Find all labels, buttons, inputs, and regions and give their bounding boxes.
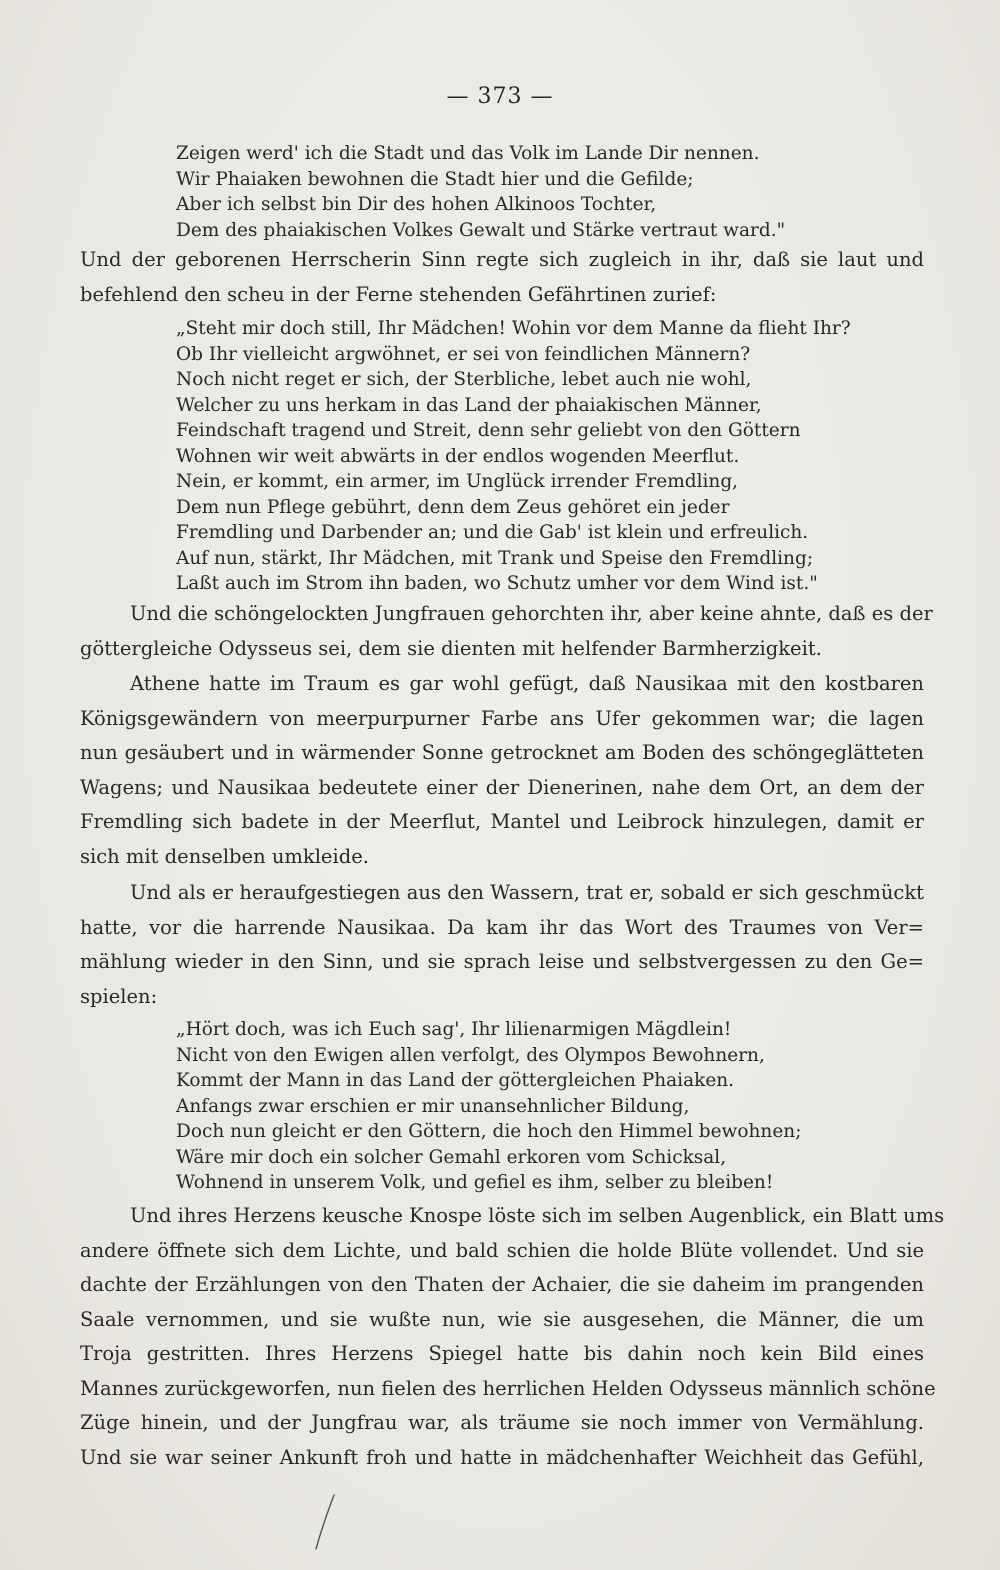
- verse-line: Nicht von den Ewigen allen verfolgt, des Olympos Bewohnern,: [176, 1044, 765, 1066]
- prose-line: Troja gestritten. Ihres Herzens Spiegel hatte bis dahin noch kein Bild eines: [80, 1342, 924, 1365]
- verse-line: Wäre mir doch ein solcher Gemahl erkoren vom Schicksal,: [176, 1146, 727, 1168]
- prose-line: andere öffnete sich dem Lichte, und bald schien die holde Blüte vollendet. Und sie: [80, 1238, 924, 1262]
- verse-line: Kommt der Mann in das Land der göttergleichen Phaiaken.: [176, 1070, 735, 1091]
- verse-block-2: [176, 316, 896, 597]
- prose-paragraph-3: [80, 667, 924, 874]
- verse-line: Dem nun Pflege gebührt, denn dem Zeus gehöret ein jeder: [176, 496, 730, 518]
- verse-line: „Steht mir doch still, Ihr Mädchen! Wohin vor dem Manne da flieht Ihr?: [176, 318, 851, 339]
- verse-line: Wohnend in unserem Volk, und gefiel es ihm, selber zu bleiben!: [176, 1172, 774, 1193]
- prose-line: nun gesäubert und in wärmender Sonne getrocknet am Boden des schöngeglätteten: [80, 741, 924, 764]
- verse-line: Ob Ihr vielleicht argwöhnet, er sei von feindlichen Männern?: [176, 343, 751, 365]
- prose-line: Fremdling sich badete in der Meerflut, Mantel und Leibrock hinzulegen, damit er: [80, 810, 924, 833]
- prose-line: Und die schöngelockten Jungfrauen gehorchten ihr, aber keine ahnte, daß es der: [130, 602, 933, 625]
- prose-line: Saale vernommen, und sie wußte nun, wie sie ausgesehen, die Männer, die um: [80, 1307, 924, 1331]
- verse-block-1: [176, 141, 896, 243]
- verse-line: „Hört doch, was ich Euch sag', Ihr lilienarmigen Mägdlein!: [176, 1019, 732, 1040]
- prose-paragraph-1: [80, 243, 924, 312]
- verse-line: Feindschaft tragend und Streit, denn sehr geliebt von den Göttern: [176, 420, 801, 441]
- prose-paragraph-5: [80, 1199, 945, 1475]
- prose-line: befehlend den scheu in der Ferne stehenden Gefährtinen zurief:: [80, 282, 717, 306]
- verse-line: Doch nun gleicht er den Göttern, die hoch den Himmel bewohnen;: [176, 1121, 802, 1142]
- prose-line: Wagens; und Nausikaa bedeutete einer der Dienerinen, nahe dem Ort, an dem der: [80, 775, 924, 799]
- prose-line: Und der geborenen Herrscherin Sinn regte sich zugleich in ihr, daß sie laut und: [80, 248, 924, 271]
- verse-line: Wir Phaiaken bewohnen die Stadt hier und die Gefilde;: [176, 168, 694, 190]
- prose-line: Und ihres Herzens keusche Knospe löste sich im selben Augenblick, ein Blatt ums: [130, 1204, 945, 1227]
- prose-line: Züge hinein, und der Jungfrau war, als träume sie noch immer von Vermählung.: [80, 1411, 924, 1434]
- prose-line: Königsgewändern von meerpurpurner Farbe ans Ufer gekommen war; die lagen: [80, 706, 924, 730]
- prose-line: Athene hatte im Traum es gar wohl gefügt, daß Nausikaa mit den kostbaren: [130, 672, 924, 695]
- verse-line: Fremdling und Darbender an; und die Gab' ist klein und erfreulich.: [176, 522, 809, 543]
- verse-line: Noch nicht reget er sich, der Sterbliche, lebet auch nie wohl,: [176, 369, 752, 390]
- verse-line: Laßt auch im Strom ihn baden, wo Schutz umher vor dem Wind ist.": [176, 573, 818, 594]
- prose-paragraph-4: [80, 876, 924, 1014]
- verse-line: Aber ich selbst bin Dir des hohen Alkinoos Tochter,: [176, 194, 657, 215]
- prose-line: sich mit denselben umkleide.: [80, 844, 369, 868]
- prose-paragraph-2: [80, 597, 933, 666]
- verse-line: Wohnen wir weit abwärts in der endlos wogenden Meerflut.: [176, 445, 740, 467]
- pencil-mark-icon: [312, 1493, 338, 1553]
- verse-line: Dem des phaiakischen Volkes Gewalt und Stärke vertraut ward.": [176, 219, 786, 241]
- prose-line: hatte, vor die harrende Nausikaa. Da kam ihr das Wort des Traumes von Ver=: [80, 915, 924, 939]
- verse-line: Welcher zu uns herkam in das Land der phaiakischen Männer,: [176, 394, 762, 416]
- verse-line: Anfangs zwar erschien er mir unansehnlicher Bildung,: [176, 1095, 690, 1117]
- prose-line: Und als er heraufgestiegen aus den Wassern, trat er, sobald er sich geschmückt: [130, 881, 924, 904]
- prose-line: göttergleiche Odysseus sei, dem sie dienten mit helfender Barmherzigkeit.: [80, 636, 822, 660]
- page-number: — 373 —: [446, 84, 554, 109]
- verse-line: Zeigen werd' ich die Stadt und das Volk im Lande Dir nennen.: [176, 143, 760, 164]
- prose-line: spielen:: [80, 984, 158, 1008]
- prose-line: Und sie war seiner Ankunft froh und hatte in mädchenhafter Weichheit das Gefühl,: [80, 1445, 924, 1469]
- prose-line: Mannes zurückgeworfen, nun fielen des herrlichen Helden Odysseus männlich schöne: [80, 1376, 936, 1400]
- prose-line: mählung wieder in den Sinn, und sie sprach leise und selbstvergessen zu den Ge=: [80, 950, 924, 973]
- prose-line: dachte der Erzählungen von den Thaten der Achaier, die sie daheim im prangenden: [80, 1273, 924, 1296]
- verse-block-3: [176, 1017, 896, 1196]
- verse-line: Nein, er kommt, ein armer, im Unglück irrender Fremdling,: [176, 471, 739, 492]
- verse-line: Auf nun, stärkt, Ihr Mädchen, mit Trank und Speise den Fremdling;: [176, 547, 814, 569]
